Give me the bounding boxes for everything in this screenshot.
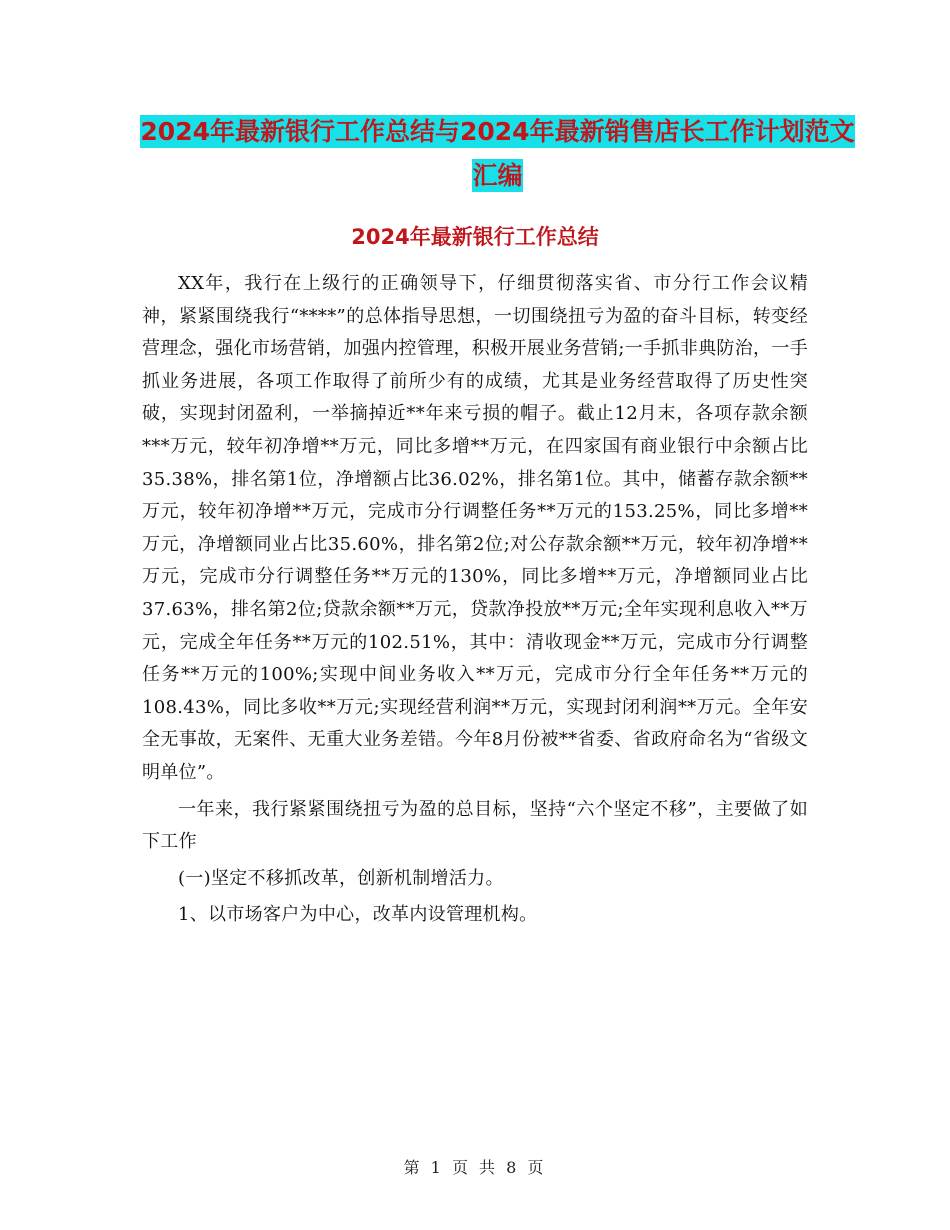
document-body	[142, 268, 808, 932]
document-title-text: 2024年最新银行工作总结与2024年最新销售店长工作计划范文汇编	[140, 117, 855, 190]
paragraph-summary: XX年，我行在上级行的正确领导下，仔细贯彻落实省、市分行工作会议精神，紧紧围绕我行“****”的总体指导思想，一切围绕扭亏为盈的奋斗目标，转变经营理念，强化市场营销，加强内控管理，积极开展业务营销;一手抓非典防治，一手抓业务进展，各项工作取得了前所少有的成绩，尤其是业务经营取得了历史性突破，实现封闭盈利，一举摘掉近**年来亏损的帽子。截止12月末，各项存款余额***万元，较年初净增**万元，同比多增**万元，在四家国有商业银行中余额占比35.38%，排名第1位，净增额占比36.02%，排名第1位。其中，储蓄存款余额**万元，较年初净增**万元，完成市分行调整任务**万元的153.25%，同比多增**万元，净增额同业占比35.60%，排名第2位;对公存款余额**万元，较年初净增**万元，完成市分行调整任务**万元的130%，同比多增**万元，净增额同业占比37.63%，排名第2位;贷款余额**万元，贷款净投放**万元;全年实现利息收入**万元，完成全年任务**万元的102.51%，其中：清收现金**万元，完成市分行调整任务**万元的100%;实现中间业务收入**万元，完成市分行全年任务**万元的108.43%，同比多收**万元;实现经营利润**万元，实现封闭利润**万元。全年安全无事故，无案件、无重大业务差错。今年8月份被**省委、省政府命名为“省级文明单位”。	[142, 273, 808, 783]
document-title	[140, 110, 855, 198]
paragraph-subheading-1: 1、以市场客户为中心，改革内设管理机构。	[178, 904, 538, 926]
paragraph-heading-1: (一)坚定不移抓改革，创新机制增活力。	[178, 867, 504, 889]
paragraph-intro: 一年来，我行紧紧围绕扭亏为盈的总目标，坚持“六个坚定不移”，主要做了如下工作	[142, 798, 808, 853]
section-title: 2024年最新银行工作总结	[351, 225, 599, 249]
page-footer: 第 1 页 共 8 页	[403, 1158, 547, 1177]
